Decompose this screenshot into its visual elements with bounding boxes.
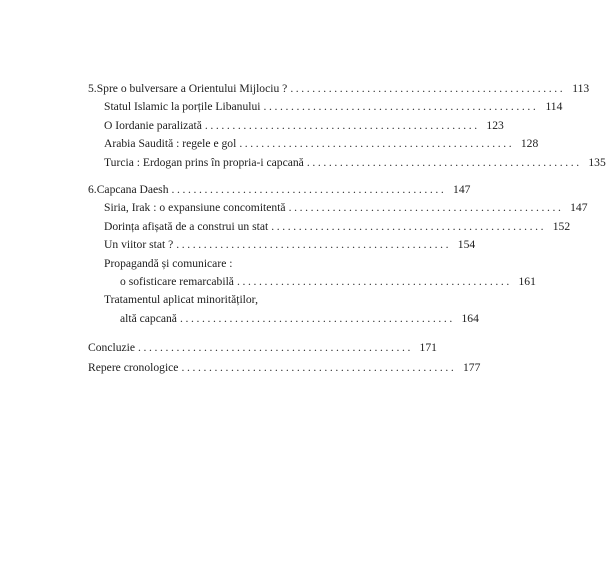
toc-conclusion[interactable] xyxy=(88,339,437,357)
toc-section[interactable] xyxy=(88,218,571,236)
dot-leader: .................................................. xyxy=(271,219,547,233)
toc-section[interactable] xyxy=(88,154,606,172)
toc-section[interactable] xyxy=(88,117,504,135)
dot-leader: .................................................. xyxy=(171,182,447,196)
page-number: 147 xyxy=(570,201,588,215)
dot-leader: .................................................. xyxy=(176,238,452,252)
chapter-number: 5. xyxy=(88,82,97,95)
toc-section-multiline[interactable] xyxy=(88,291,479,328)
section-title: Un viitor stat ? xyxy=(104,238,174,252)
toc-chapter-5[interactable] xyxy=(88,80,590,98)
toc-section-multiline[interactable] xyxy=(88,255,536,292)
page-number: 128 xyxy=(520,137,539,151)
section-title: O Iordanie paralizată xyxy=(104,118,202,132)
dot-leader: .................................................. xyxy=(236,274,512,288)
dot-leader: .................................................. xyxy=(306,155,582,169)
chapter-title: Capcana Daesh xyxy=(96,182,169,196)
section-title-line2-row xyxy=(88,273,536,291)
toc-chronology[interactable] xyxy=(88,359,481,377)
dot-leader: .................................................. xyxy=(204,118,480,132)
toc-chapter-6[interactable] xyxy=(88,181,471,199)
dot-leader: .................................................. xyxy=(239,137,515,151)
page-number: 161 xyxy=(518,274,536,288)
section-title-line1: Propagandă și comunicare : xyxy=(104,256,233,270)
dot-leader: .................................................. xyxy=(288,201,564,215)
toc-section[interactable] xyxy=(88,236,476,254)
section-title-line1-row xyxy=(88,291,369,309)
dot-leader: .................................................. xyxy=(179,311,455,325)
page-number: 154 xyxy=(457,238,476,252)
toc-section[interactable] xyxy=(88,135,539,153)
section-title: Turcia : Erdogan prins în propria-i capcană xyxy=(104,155,304,169)
page-number: 113 xyxy=(572,82,590,95)
chapter-number: 6. xyxy=(88,182,97,196)
dot-leader: .................................................. xyxy=(263,100,539,114)
section-title-line2: o sofisticare remarcabilă xyxy=(120,274,234,288)
page-number: 135 xyxy=(588,155,606,169)
toc-section[interactable] xyxy=(88,199,588,217)
section-title: Dorința afișată de a construi un stat xyxy=(104,219,269,233)
table-of-contents xyxy=(88,80,606,378)
page-number: 164 xyxy=(461,311,479,325)
section-title: Siria, Irak : o expansiune concomitentă xyxy=(104,201,286,215)
dot-leader: .................................................. xyxy=(290,82,566,95)
entry-title: Concluzie xyxy=(88,341,136,355)
section-title: Arabia Saudită : regele e gol xyxy=(104,137,237,151)
dot-leader: .................................................. xyxy=(181,361,457,375)
page-number: 152 xyxy=(552,219,571,233)
chapter-title: Spre o bulversare a Orientului Mijlociu ? xyxy=(96,82,288,95)
section-title-line1-row xyxy=(88,255,369,273)
section-title-line1: Tratamentul aplicat minorităților, xyxy=(104,293,258,307)
dot-leader: .................................................. xyxy=(138,341,413,355)
page-number: 171 xyxy=(419,341,437,355)
toc-section[interactable] xyxy=(88,98,563,116)
page-number: 114 xyxy=(545,100,563,114)
section-title-line2: altă capcană xyxy=(120,311,177,325)
page-number: 147 xyxy=(453,182,471,196)
page-number: 177 xyxy=(462,361,481,375)
section-title: Statul Islamic la porțile Libanului xyxy=(104,100,261,114)
page-number: 123 xyxy=(486,118,504,132)
entry-title: Repere cronologice xyxy=(88,361,179,375)
section-title-line2-row xyxy=(88,310,479,328)
